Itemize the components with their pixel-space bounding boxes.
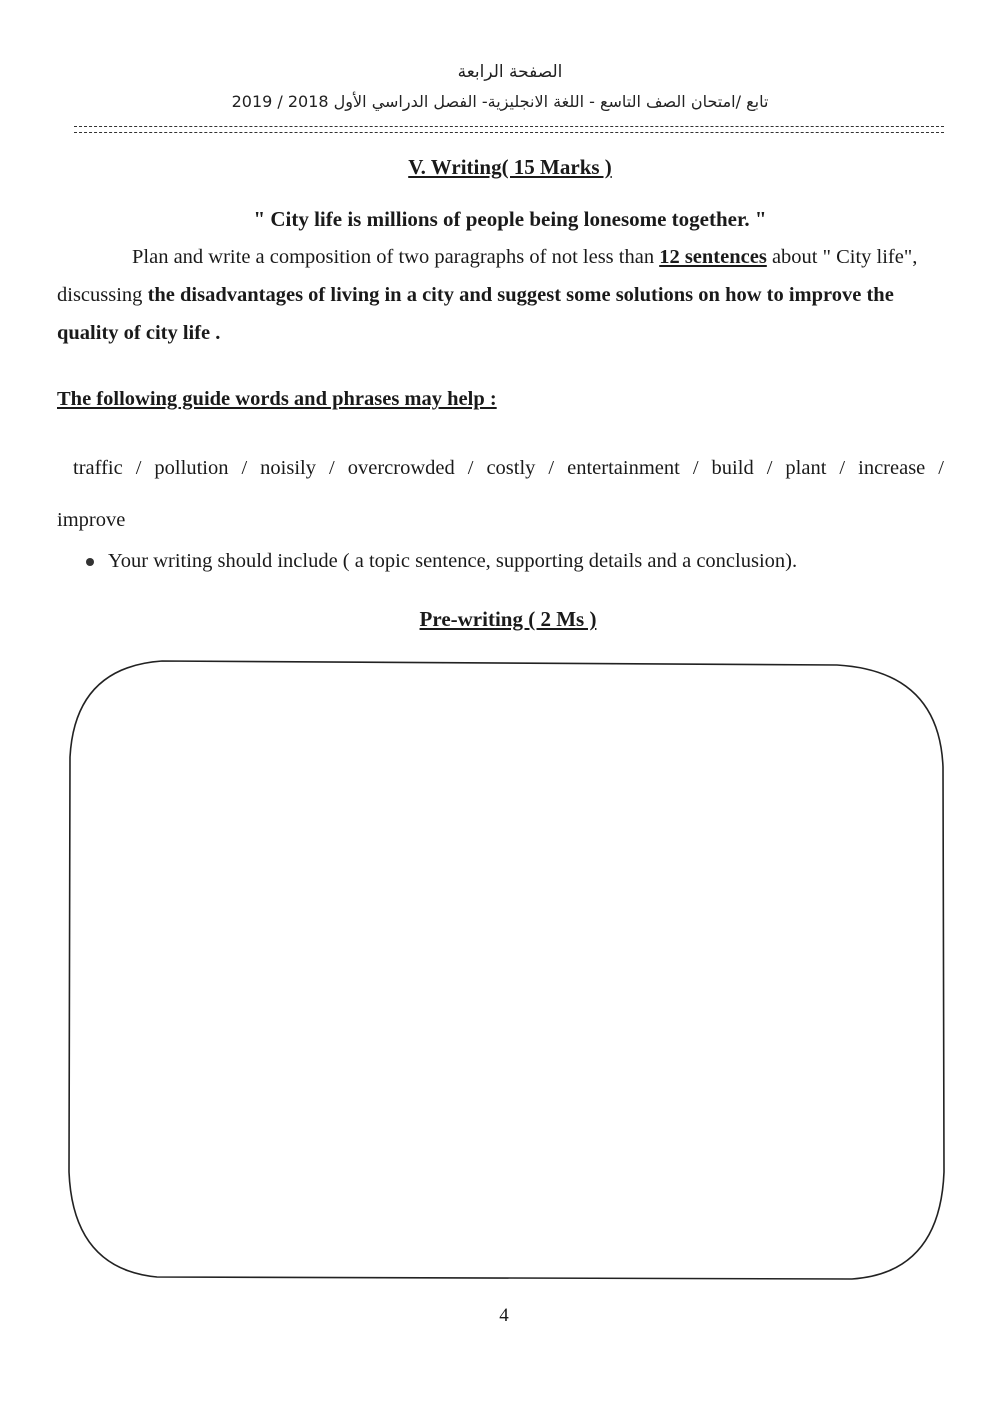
writing-instructions xyxy=(57,238,937,352)
guide-words: traffic / pollution / noisily / overcrowded / costly / entertainment / build / plant / increase / improve xyxy=(57,457,944,531)
writing-quote: " City life is millions of people being lonesome together. " xyxy=(253,207,767,231)
instructions-focus: the disadvantages of living in a city and suggest some solutions on how to improve the quality of city life . xyxy=(57,284,894,344)
prewriting-title: Pre-writing ( 2 Ms ) xyxy=(419,607,597,631)
section-title: V. Writing( 15 Marks ) xyxy=(408,155,612,179)
page-number: 4 xyxy=(499,1305,509,1326)
bullet-icon xyxy=(86,558,94,566)
bullet-text: Your writing should include ( a topic sentence, supporting details and a conclusion). xyxy=(108,550,798,572)
guide-title: The following guide words and phrases may help : xyxy=(57,388,497,410)
page-label: الصفحة الرابعة xyxy=(457,62,563,82)
exam-header-line: تابع /امتحان الصف التاسع - اللغة الانجليزية- الفصل الدراسي الأول 2018 / 2019 xyxy=(231,92,769,111)
instructions-part2: about " City life", discussing xyxy=(57,246,918,306)
header-divider xyxy=(74,126,944,133)
prewriting-box[interactable] xyxy=(67,657,945,1281)
prewriting-box-border xyxy=(69,661,944,1279)
instructions-part1: Plan and write a composition of two paragraphs of not less than xyxy=(132,246,655,268)
bullet-item xyxy=(86,550,797,573)
sentence-count: 12 sentences xyxy=(659,246,767,268)
